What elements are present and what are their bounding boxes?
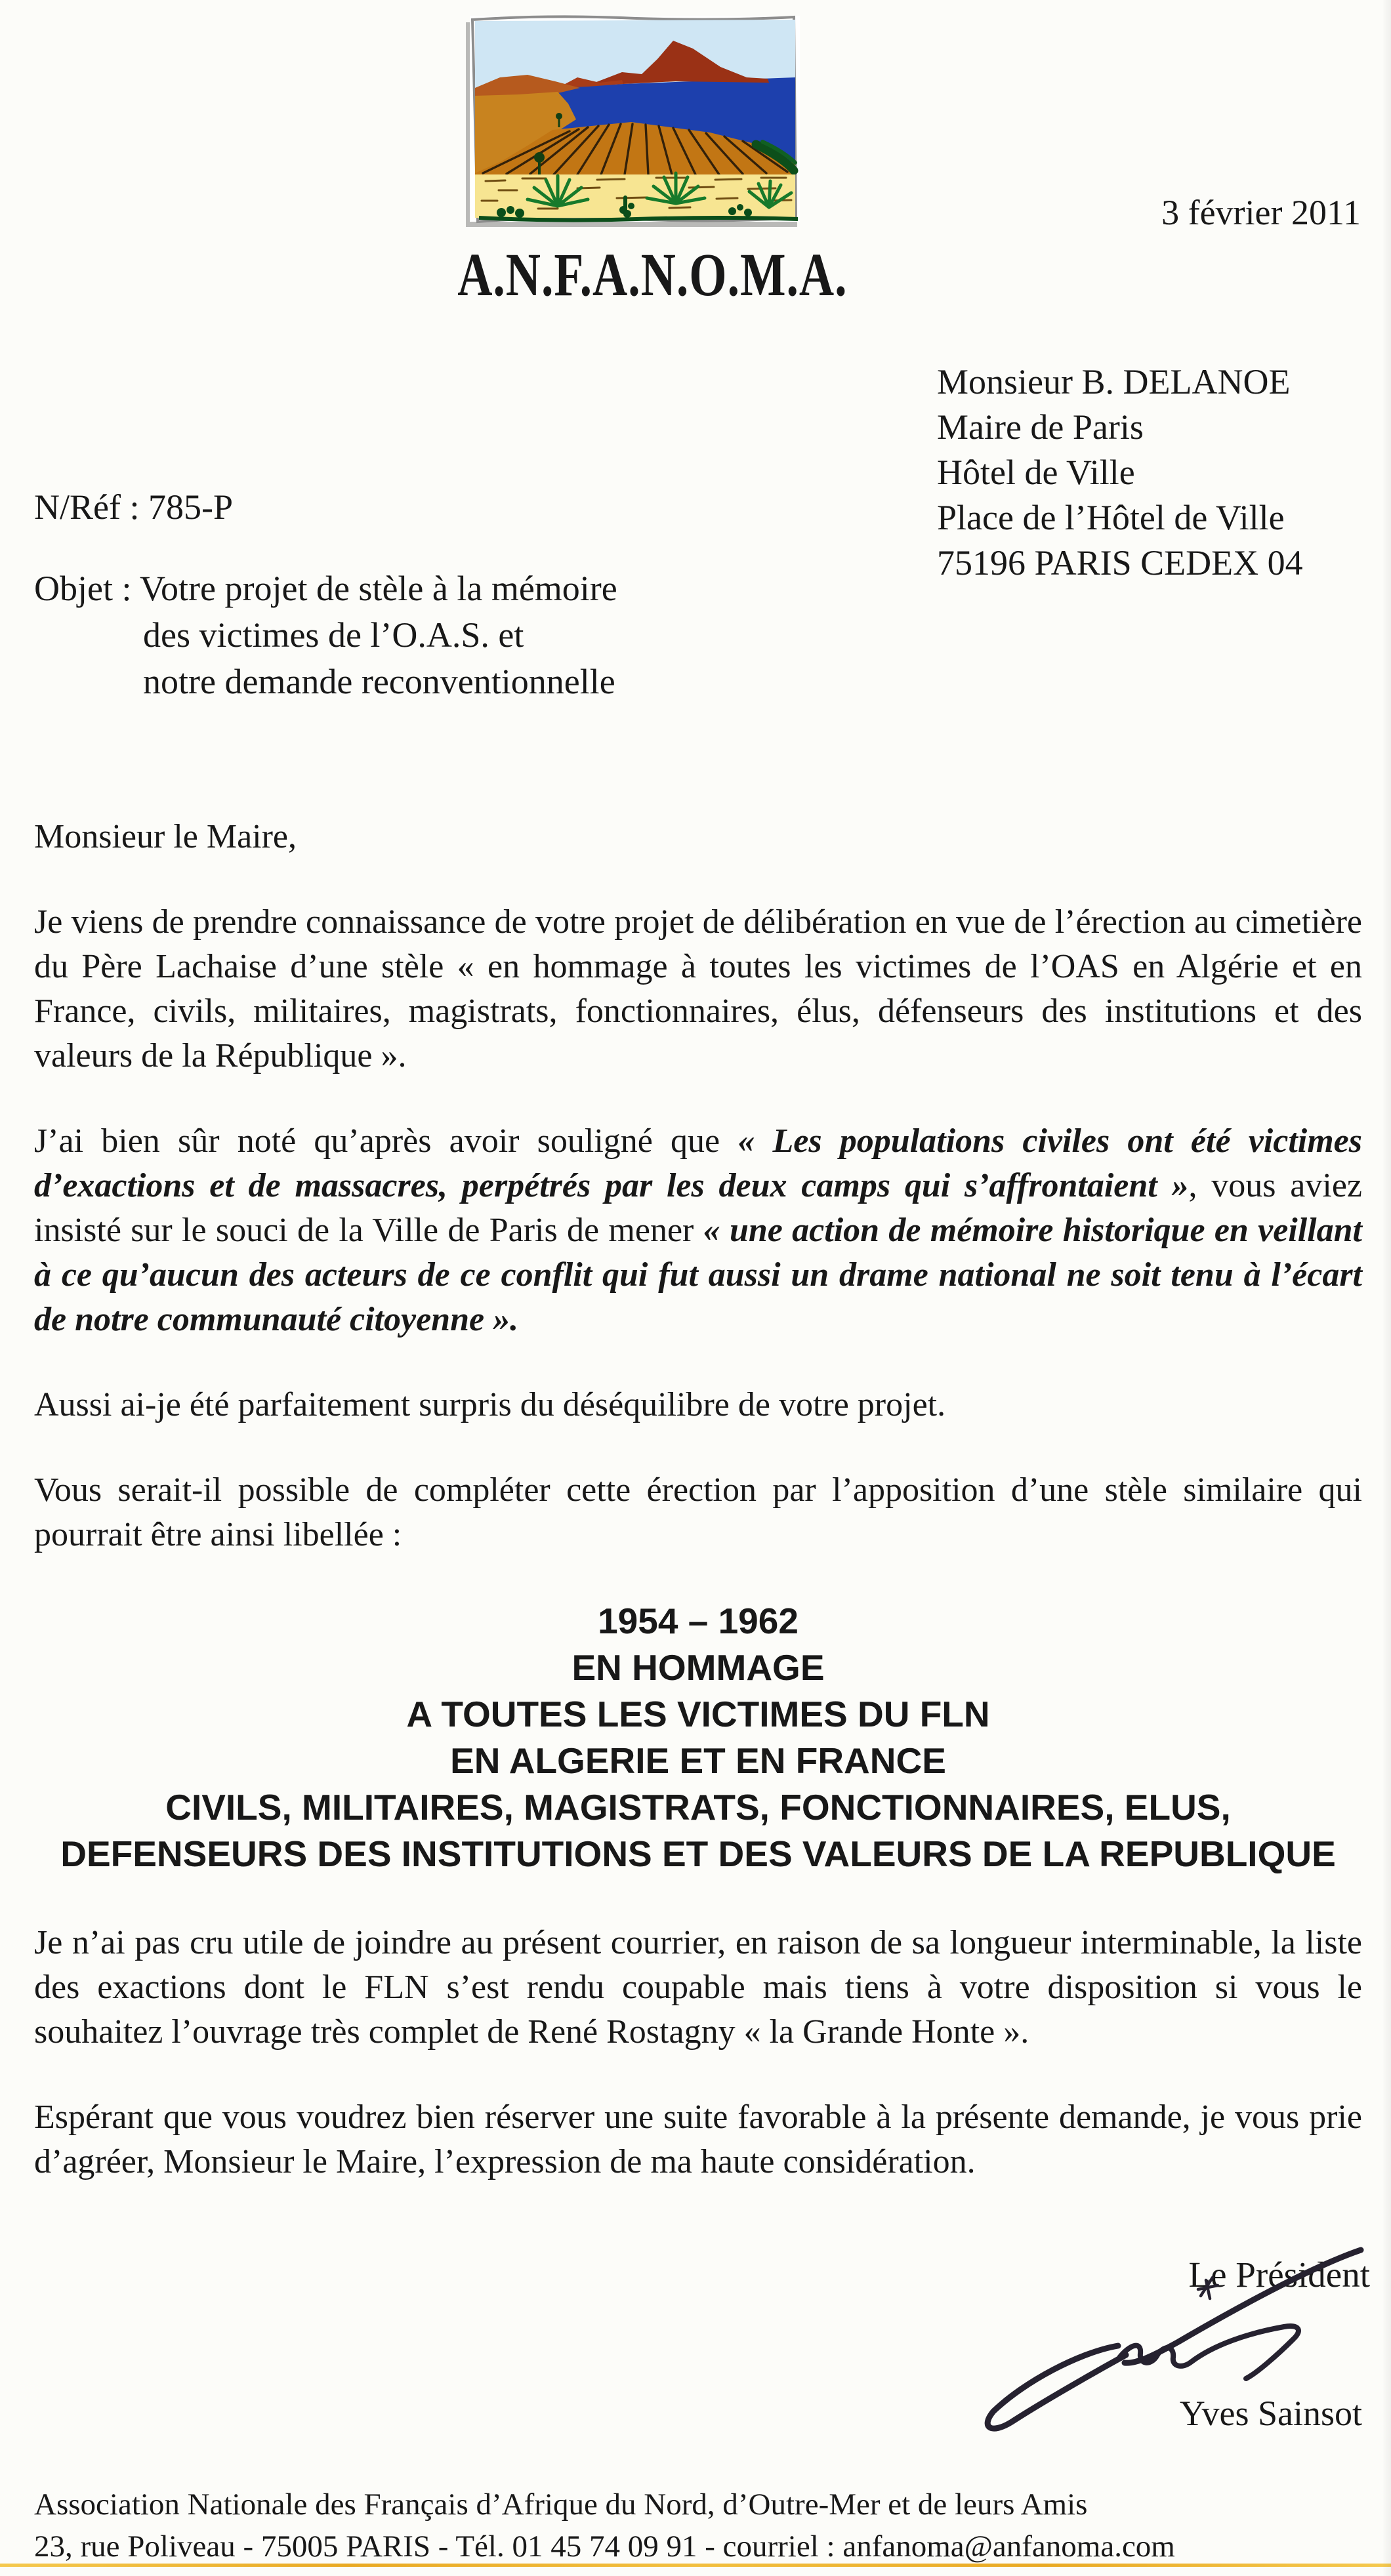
footer-contact-line: 23, rue Poliveau - 75005 PARIS - Tél. 01 45 74 09 91 - courriel : anfanoma@anfanoma.com <box>34 2529 1175 2564</box>
scanner-edge-line <box>0 2564 1391 2567</box>
paragraph-2 <box>34 1119 1362 1342</box>
text-line: Monsieur B. DELANOE <box>937 362 1291 401</box>
footer-association-name: Association Nationale des Français d’Afrique du Nord, d’Outre-Mer et de leurs Amis <box>34 2487 1088 2522</box>
letter-body <box>34 815 1362 2225</box>
text-line: DEFENSEURS DES INSTITUTIONS ET DES VALEURS DE LA REPUBLIQUE <box>60 1833 1336 1874</box>
subject-continuation <box>34 612 617 705</box>
text-line: des victimes de l’O.A.S. et <box>143 615 524 655</box>
footer <box>34 2484 1362 2567</box>
anfanoma-logo <box>459 9 810 235</box>
text-line: CIVILS, MILITAIRES, MAGISTRATS, FONCTIONNAIRES, ELUS, <box>165 1787 1231 1828</box>
text-line: 1954 – 1962 <box>598 1601 799 1641</box>
quoted-segment: « Les populations civiles ont été victimes d’exactions et de massacres, perpétrés par les deux camps qui s’affrontaient » <box>34 1122 1362 1204</box>
paragraph-4: Vous serait-il possible de compléter cette érection par l’apposition d’une stèle similaire qui pourrait être ainsi libellée : <box>34 1471 1362 1553</box>
signatory-name: Yves Sainsot <box>1179 2394 1362 2433</box>
text-line: Place de l’Hôtel de Ville <box>937 498 1285 537</box>
signature-role: Le Président <box>1188 2255 1370 2295</box>
scan-shading <box>1382 0 1391 2576</box>
subject-block <box>34 565 617 705</box>
text-line: Maire de Paris <box>937 407 1144 447</box>
landscape-illustration-icon <box>459 9 810 235</box>
quoted-segment: « une action de mémoire historique en veillant à ce qu’aucun des acteurs de ce conflit qui fut aussi un drame national ne soit tenu à l’écart de notre communauté citoyenne ». <box>34 1212 1362 1338</box>
subject-first-line: Objet : Votre projet de stèle à la mémoire <box>34 569 617 608</box>
paragraph-1: Je viens de prendre connaissance de votre projet de délibération en vue de l’érection au cimetière du Père Lachaise d’une stèle « en hommage à toutes les victimes de l’OAS en Algérie et en France, civils, militaires, magistrats, fonctionnaires, élus, défenseurs des institutions et des valeurs de la République ». <box>34 903 1362 1074</box>
org-acronym: A.N.F.A.N.O.M.A. <box>457 241 848 309</box>
recipient-address <box>937 359 1303 586</box>
reference-number: N/Réf : 785-P <box>34 487 233 527</box>
letter-date: 3 février 2011 <box>1161 193 1361 232</box>
salutation: Monsieur le Maire, <box>34 818 297 855</box>
text-line: Hôtel de Ville <box>937 453 1135 492</box>
paragraph-6: Espérant que vous voudrez bien réserver une suite favorable à la présente demande, je vous prie d’agréer, Monsieur le Maire, l’expression de ma haute considération. <box>34 2098 1362 2180</box>
subject-label: Objet : <box>34 569 132 608</box>
text-line: A TOUTES LES VICTIMES DU FLN <box>406 1694 990 1734</box>
text-segment: J’ai bien sûr noté qu’après avoir souligné que <box>34 1122 738 1160</box>
stele-inscription <box>34 1598 1362 1877</box>
text-segment: , vous aviez insisté sur le souci de la Ville de Paris de mener <box>34 1167 1362 1249</box>
text-line: EN ALGERIE ET EN FRANCE <box>450 1740 946 1781</box>
text-line: notre demande reconventionnelle <box>143 662 615 701</box>
paragraph-3: Aussi ai-je été parfaitement surpris du déséquilibre de votre projet. <box>34 1386 946 1423</box>
text-line: 75196 PARIS CEDEX 04 <box>937 543 1303 583</box>
text-line: EN HOMMAGE <box>571 1647 825 1688</box>
paragraph-5: Je n’ai pas cru utile de joindre au présent courrier, en raison de sa longueur interminable, la liste des exactions dont le FLN s’est rendu coupable mais tiens à votre disposition si vous le souhaitez l’ouvrage très complet de René Rostagny « la Grande Honte ». <box>34 1924 1362 2051</box>
